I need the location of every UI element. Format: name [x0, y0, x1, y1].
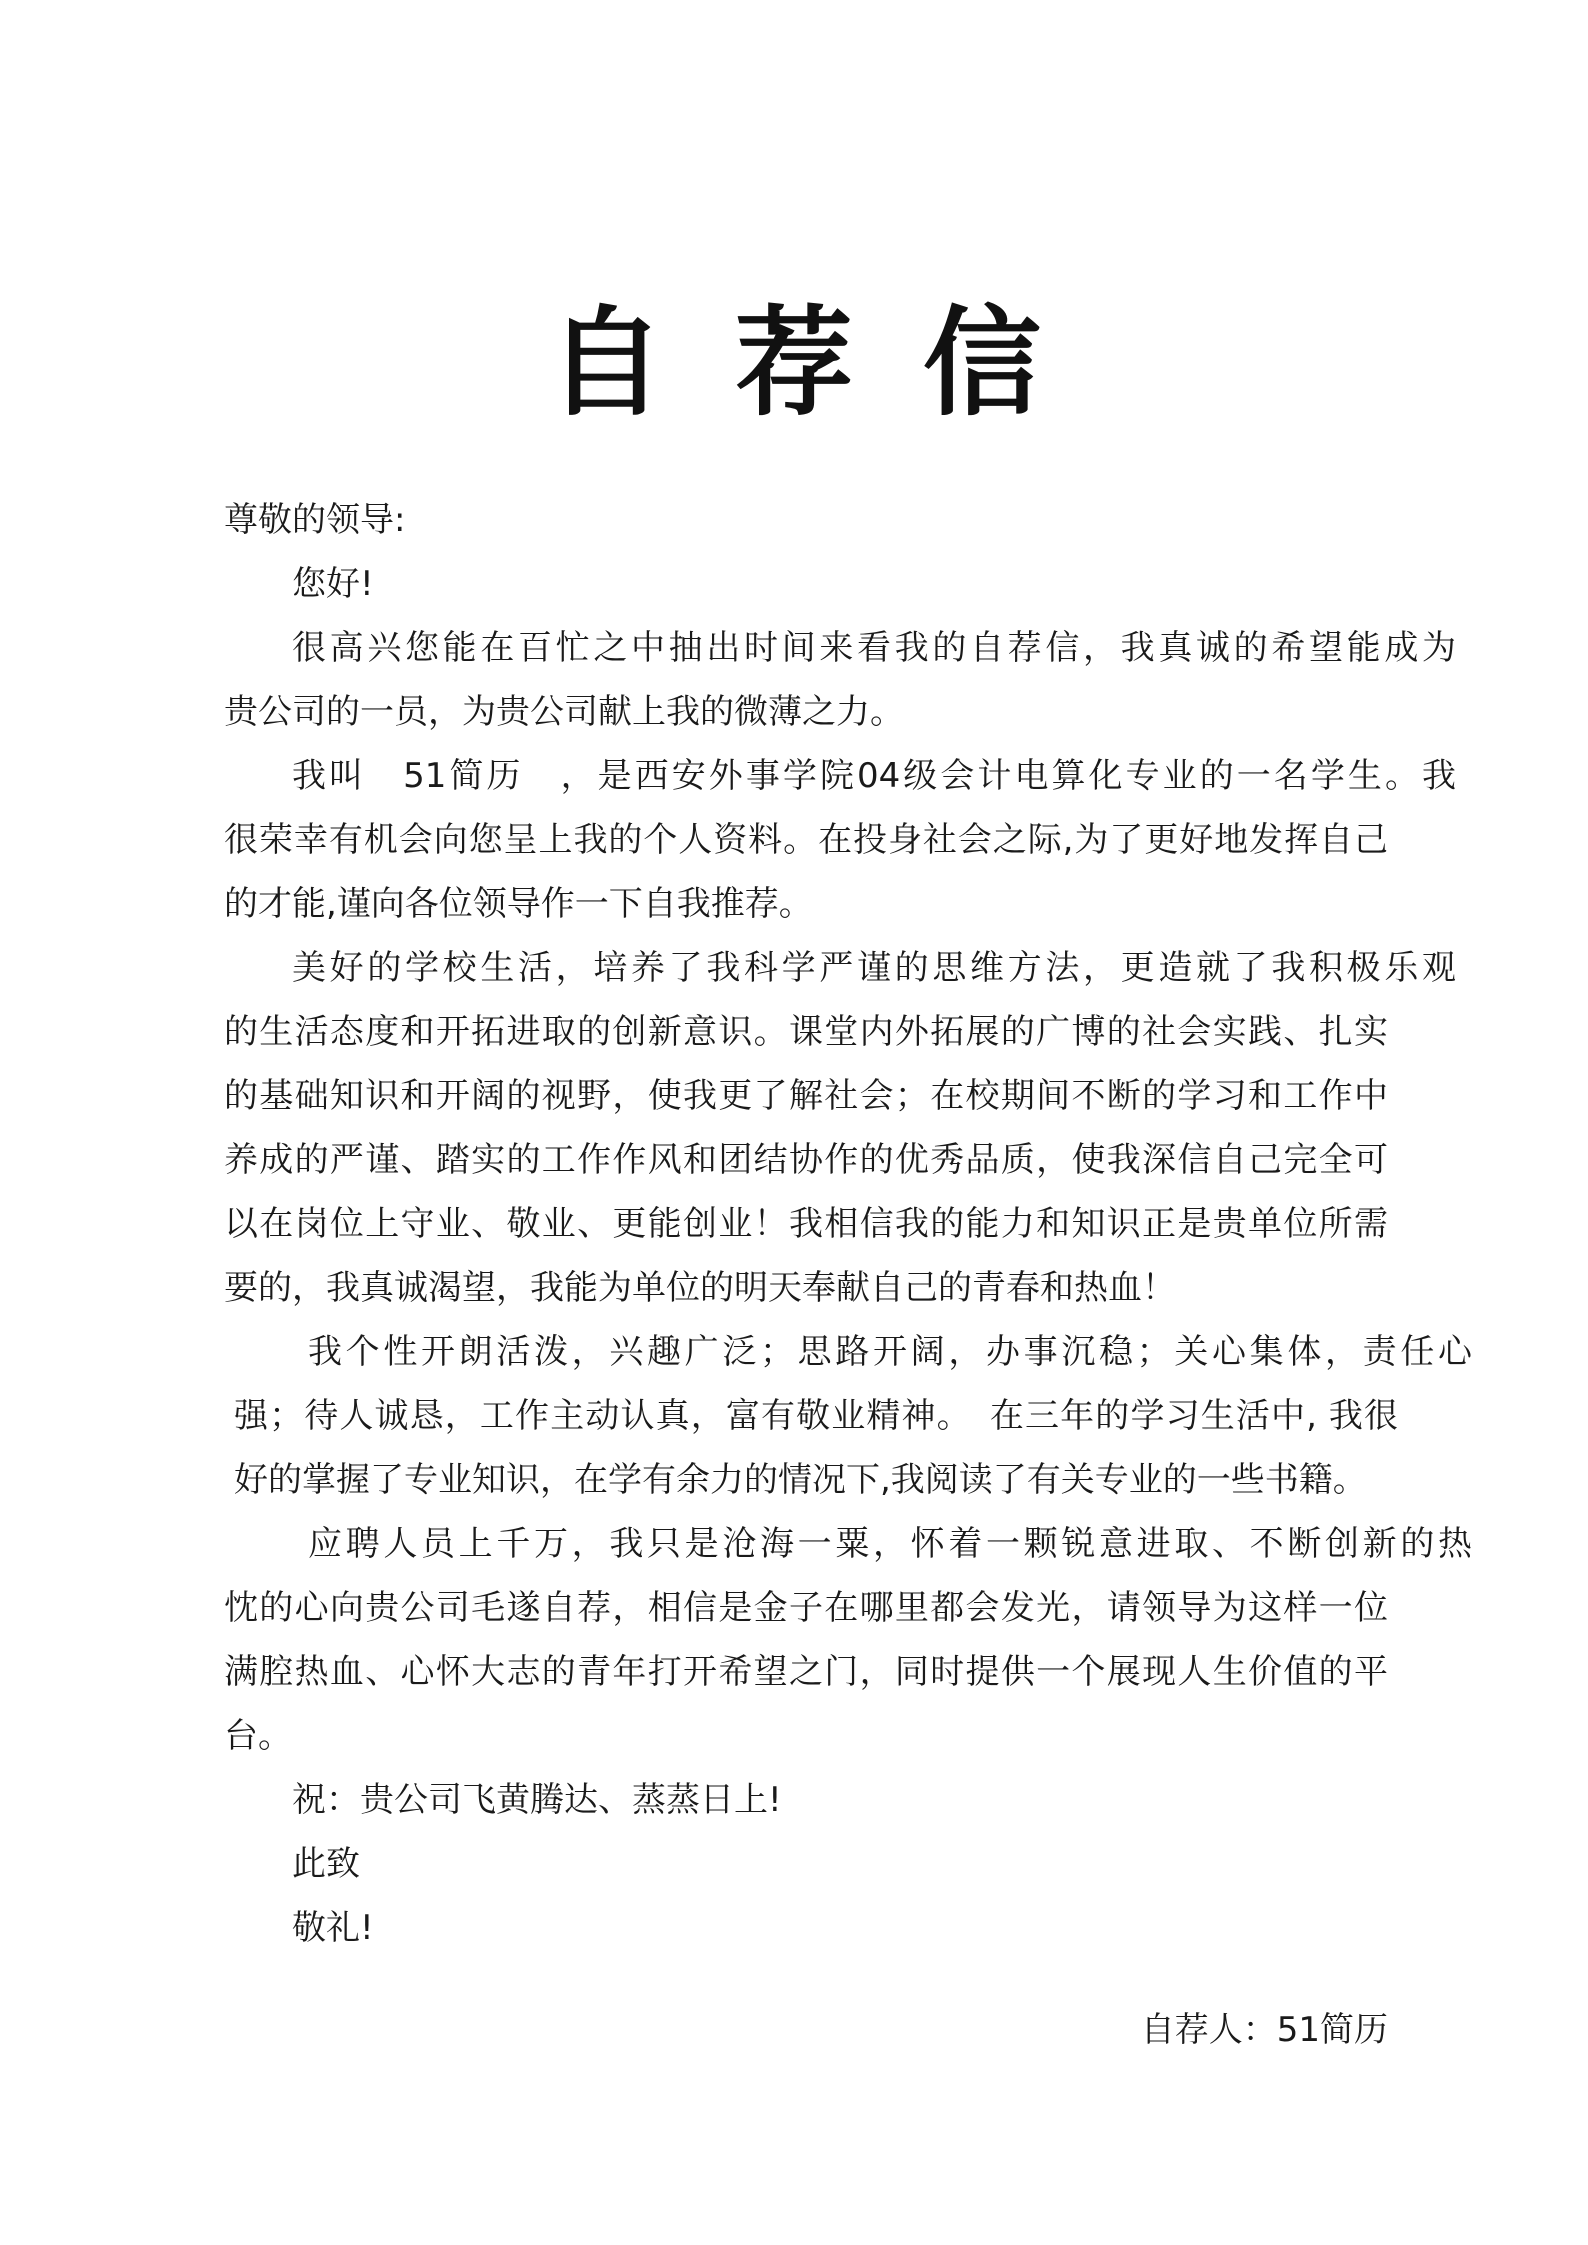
paragraph-line: 美好的学校生活，培养了我科学严谨的思维方法，更造就了我积极乐观 — [292, 948, 1456, 988]
paragraph-line: 以在岗位上守业、敬业、更能创业！我相信我的能力和知识正是贵单位所需 — [224, 1204, 1388, 1244]
signature: 自荐人：51简历 — [1140, 2010, 1388, 2050]
paragraph-line: 忱的心向贵公司毛遂自荐，相信是金子在哪里都会发光，请领导为这样一位 — [224, 1588, 1388, 1628]
closing-wish: 祝：贵公司飞黄腾达、蒸蒸日上! — [292, 1780, 782, 1820]
letter-body — [224, 488, 1472, 1960]
paragraph-line: 我叫 51简历 ，是西安外事学院04级会计电算化专业的一名学生。我 — [292, 756, 1456, 796]
paragraph-line: 很荣幸有机会向您呈上我的个人资料。在投身社会之际,为了更好地发挥自己 — [224, 820, 1388, 860]
paragraph-line: 要的，我真诚渴望，我能为单位的明天奉献自己的青春和热血！ — [224, 1268, 1176, 1308]
paragraph-line: 的才能,谨向各位领导作一下自我推荐。 — [224, 884, 813, 924]
paragraph-line: 满腔热血、心怀大志的青年打开希望之门，同时提供一个展现人生价值的平 — [224, 1652, 1388, 1692]
page-title: 自荐信 — [546, 294, 1111, 432]
closing-line: 此致 — [292, 1844, 360, 1884]
paragraph-line: 贵公司的一员，为贵公司献上我的微薄之力。 — [224, 692, 904, 732]
paragraph-line: 养成的严谨、踏实的工作作风和团结协作的优秀品质，使我深信自己完全可 — [224, 1140, 1388, 1180]
paragraph-line: 的基础知识和开阔的视野，使我更了解社会；在校期间不断的学习和工作中 — [224, 1076, 1388, 1116]
paragraph-line: 好的掌握了专业知识，在学有余力的情况下,我阅读了有关专业的一些书籍。 — [234, 1460, 1367, 1500]
closing-regards: 敬礼! — [292, 1908, 374, 1948]
paragraph-line: 的生活态度和开拓进取的创新意识。课堂内外拓展的广博的社会实践、扎实 — [224, 1012, 1388, 1052]
greeting: 尊敬的领导: — [224, 500, 406, 540]
paragraph-line: 很高兴您能在百忙之中抽出时间来看我的自荐信，我真诚的希望能成为 — [292, 628, 1456, 668]
paragraph-line: 台。 — [224, 1716, 292, 1756]
salutation: 您好! — [292, 564, 374, 604]
paragraph-line: 我个性开朗活泼，兴趣广泛；思路开阔，办事沉稳；关心集体，责任心 — [308, 1332, 1472, 1372]
paragraph-line: 强；待人诚恳，工作主动认真，富有敬业精神。 在三年的学习生活中, 我很 — [234, 1396, 1398, 1436]
paragraph-line: 应聘人员上千万，我只是沧海一粟，怀着一颗锐意进取、不断创新的热 — [308, 1524, 1472, 1564]
